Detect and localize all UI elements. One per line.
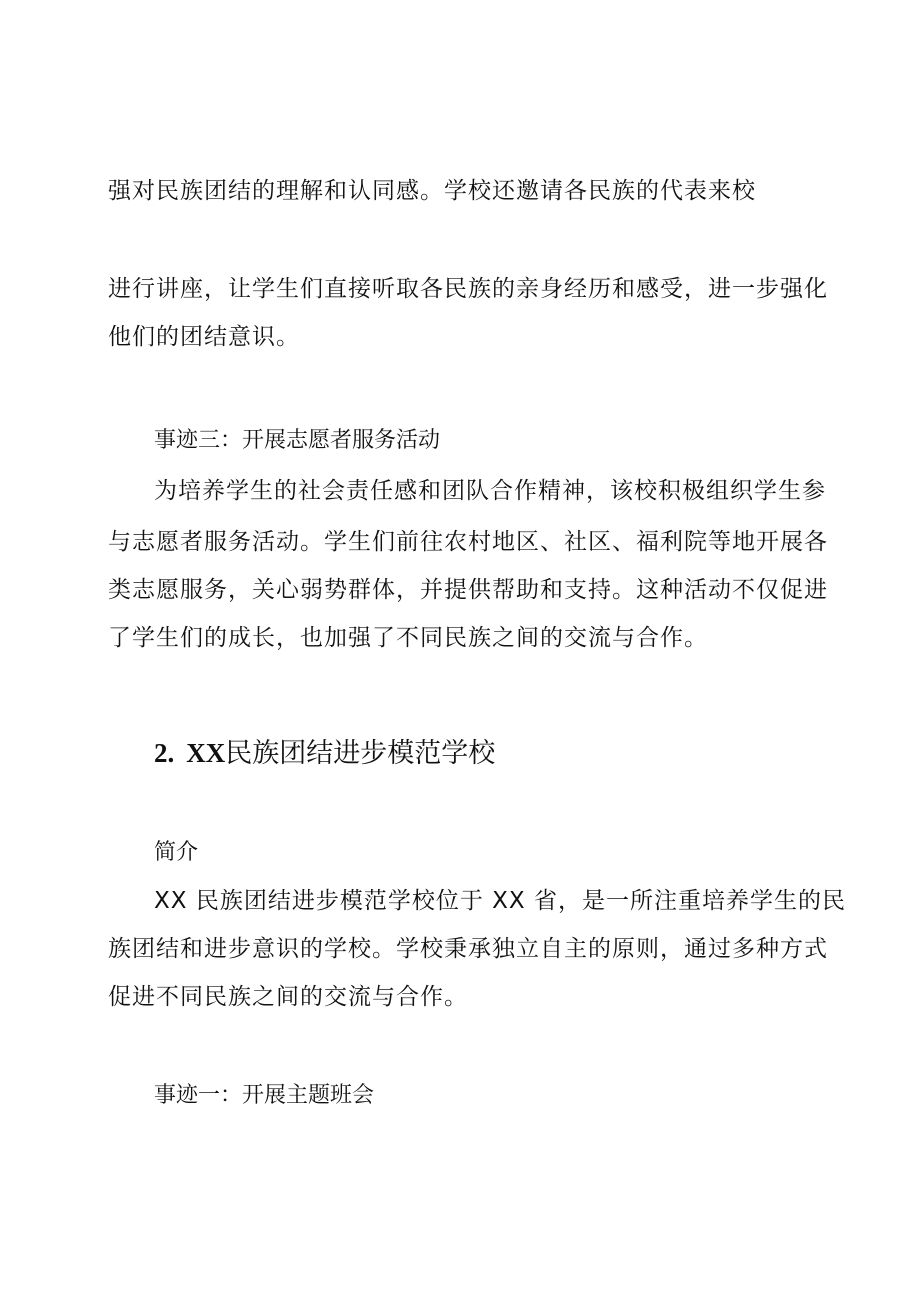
section-number: 2. (154, 738, 175, 768)
section-title (154, 736, 495, 771)
paragraph-line: 类志愿服务，关心弱势群体，并提供帮助和支持。这种活动不仅促进 (108, 577, 828, 603)
intro-heading: 简介 (154, 840, 199, 865)
paragraph-line: 为培养学生的社会责任感和团队合作精神，该校积极组织学生参 (154, 478, 826, 504)
paragraph-line: 了学生们的成长，也加强了不同民族之间的交流与合作。 (108, 625, 708, 651)
paragraph-line: XX 民族团结进步模范学校位于 XX 省，是一所注重培养学生的民 (154, 888, 846, 914)
section-title-text: 民族团结进步模范学校 (225, 738, 496, 769)
paragraph-line: 强对民族团结的理解和认同感。学校还邀请各民族的代表来校 (108, 178, 756, 204)
deed3-heading: 事迹三：开展志愿者服务活动 (154, 428, 441, 453)
paragraph-line: 与志愿者服务活动。学生们前往农村地区、社区、福利院等地开展各 (108, 529, 828, 555)
paragraph-line: 促进不同民族之间的交流与合作。 (108, 984, 468, 1010)
deed1-heading: 事迹一：开展主题班会 (154, 1083, 375, 1108)
paragraph-line: 进行讲座，让学生们直接听取各民族的亲身经历和感受，进一步强化 (108, 276, 828, 302)
paragraph-line: 族团结和进步意识的学校。学校秉承独立自主的原则，通过多种方式 (108, 936, 828, 962)
section-title-xx: XX (186, 738, 226, 768)
paragraph-line: 他们的团结意识。 (108, 324, 300, 350)
